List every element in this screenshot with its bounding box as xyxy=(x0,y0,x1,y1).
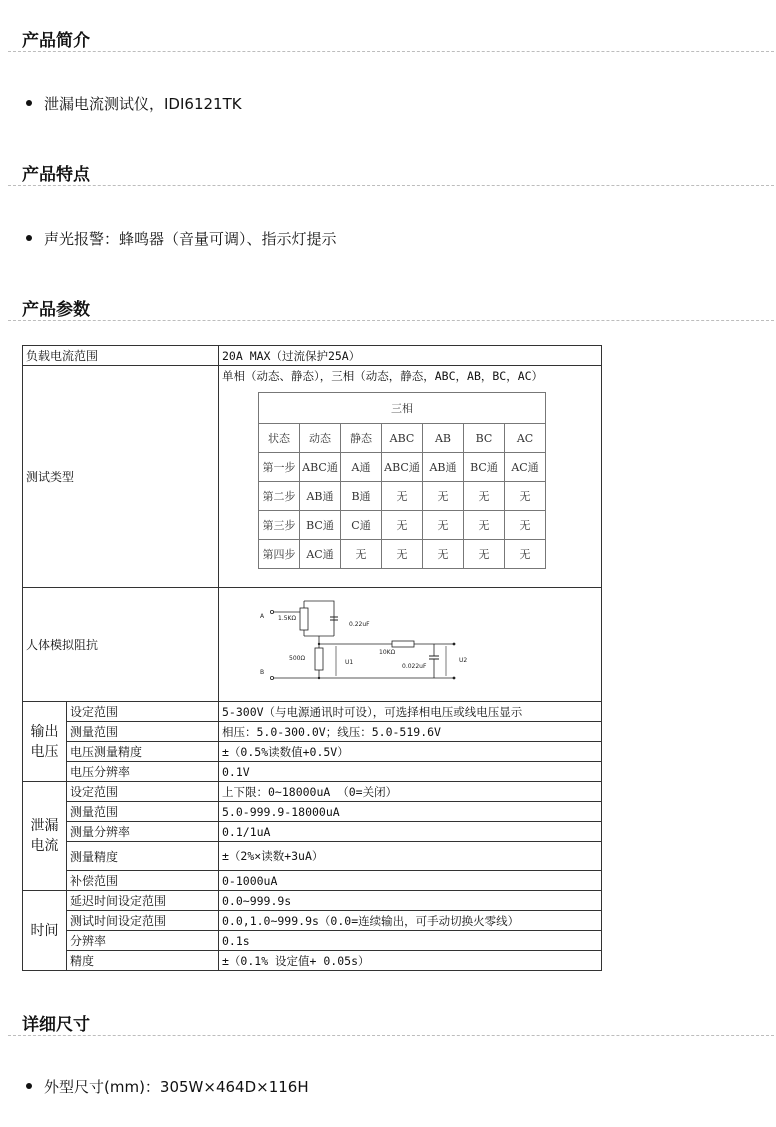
spec-label: 测试类型 xyxy=(23,366,219,588)
section-title-intro: 产品简介 xyxy=(22,31,90,51)
phase-cell: 无 xyxy=(505,511,546,540)
phase-header: BC xyxy=(464,424,505,453)
spec-value: 0.1V xyxy=(219,762,602,782)
resistor-r2 xyxy=(315,648,323,670)
phase-cell: 无 xyxy=(423,482,464,511)
spec-value: 0.1/1uA xyxy=(219,822,602,842)
spec-label: 精度 xyxy=(67,951,219,971)
spec-label: 测量分辨率 xyxy=(67,822,219,842)
phase-header: 动态 xyxy=(300,424,341,453)
phase-cell: 第二步 xyxy=(259,482,300,511)
spec-label: 测量范围 xyxy=(67,722,219,742)
spec-value: 上下限：0~18000uA （0=关闭） xyxy=(219,782,602,802)
phase-cell: AC通 xyxy=(300,540,341,569)
spec-table xyxy=(22,345,602,971)
phase-cell: 无 xyxy=(464,482,505,511)
size-bullet xyxy=(26,1076,309,1097)
spec-value: ±（0.5%读数值+0.5V） xyxy=(219,742,602,762)
spec-label: 负载电流范围 xyxy=(23,346,219,366)
spec-label: 测量范围 xyxy=(67,802,219,822)
spec-value: 0-1000uA xyxy=(219,871,602,891)
phase-cell: 无 xyxy=(423,540,464,569)
phase-header: ABC xyxy=(382,424,423,453)
phase-cell: 无 xyxy=(341,540,382,569)
phase-cell: AB通 xyxy=(300,482,341,511)
circuit-label-r1: 1.5KΩ xyxy=(278,614,297,622)
bullet-dot-icon xyxy=(26,100,32,106)
circuit-label-c1: 0.22uF xyxy=(349,620,370,628)
phase-cell: BC通 xyxy=(300,511,341,540)
test-type-cell xyxy=(219,366,602,588)
spec-label: 电压分辨率 xyxy=(67,762,219,782)
spec-label: 电压测量精度 xyxy=(67,742,219,762)
features-text: 声光报警：蜂鸣器（音量可调）、指示灯提示 xyxy=(44,230,337,248)
phase-cell: 无 xyxy=(464,540,505,569)
section-divider xyxy=(8,1035,774,1036)
spec-value: 0.1s xyxy=(219,931,602,951)
circuit-label-a: A xyxy=(260,612,265,620)
spec-label: 设定范围 xyxy=(67,782,219,802)
intro-bullet xyxy=(26,93,242,114)
spec-value: ±（2%×读数+3uA） xyxy=(219,842,602,871)
spec-value: 单相（动态、静态），三相（动态，静态，ABC，AB，BC，AC） xyxy=(222,369,544,383)
circuit-label-b: B xyxy=(260,668,265,676)
section-divider xyxy=(8,185,774,186)
spec-value: 0.0,1.0~999.9s（0.0=连续输出，可手动切换火零线） xyxy=(219,911,602,931)
section-title-size: 详细尺寸 xyxy=(22,1015,90,1035)
spec-label: 测试时间设定范围 xyxy=(67,911,219,931)
phase-cell: AB通 xyxy=(423,453,464,482)
phase-cell: A通 xyxy=(341,453,382,482)
spec-label: 测量精度 xyxy=(67,842,219,871)
phase-cell: AC通 xyxy=(505,453,546,482)
spec-value: 0.0~999.9s xyxy=(219,891,602,911)
size-text: 外型尺寸(mm)：305W×464D×116H xyxy=(44,1078,309,1096)
spec-value: 20A MAX（过流保护25A） xyxy=(219,346,602,366)
phase-cell: ABC通 xyxy=(382,453,423,482)
phase-cell: BC通 xyxy=(464,453,505,482)
circuit-cell xyxy=(219,588,602,702)
phase-header: 静态 xyxy=(341,424,382,453)
phase-cell: 第四步 xyxy=(259,540,300,569)
spec-value: 相压：5.0-300.0V；线压：5.0-519.6V xyxy=(219,722,602,742)
section-divider xyxy=(8,51,774,52)
phase-header: AB xyxy=(423,424,464,453)
spec-label: 人体模拟阻抗 xyxy=(23,588,219,702)
spec-value: ±（0.1% 设定值+ 0.05s） xyxy=(219,951,602,971)
phase-cell: 无 xyxy=(382,540,423,569)
phase-cell: 第一步 xyxy=(259,453,300,482)
section-title-features: 产品特点 xyxy=(22,165,90,185)
circuit-label-r3: 10KΩ xyxy=(379,648,396,656)
phase-cell: 无 xyxy=(382,511,423,540)
phase-cell: 无 xyxy=(464,511,505,540)
phase-header: 状态 xyxy=(259,424,300,453)
section-title-params: 产品参数 xyxy=(22,300,90,320)
resistor-r3 xyxy=(392,641,414,647)
phase-table-title: 三相 xyxy=(259,393,546,424)
phase-cell: 无 xyxy=(382,482,423,511)
impedance-circuit-diagram xyxy=(252,596,482,696)
spec-label: 延迟时间设定范围 xyxy=(67,891,219,911)
bullet-dot-icon xyxy=(26,1083,32,1089)
circuit-label-c2: 0.022uF xyxy=(402,662,427,670)
circuit-label-r2: 500Ω xyxy=(289,654,306,662)
phase-cell: 无 xyxy=(505,540,546,569)
phase-cell: 无 xyxy=(505,482,546,511)
features-bullet xyxy=(26,228,337,249)
bullet-dot-icon xyxy=(26,235,32,241)
phase-cell: B通 xyxy=(341,482,382,511)
circuit-label-u1: U1 xyxy=(345,658,354,666)
phase-cell: ABC通 xyxy=(300,453,341,482)
resistor-r1 xyxy=(300,608,308,630)
spec-label: 分辨率 xyxy=(67,931,219,951)
phase-cell: 第三步 xyxy=(259,511,300,540)
group-label-leakage: 泄漏电流 xyxy=(23,782,67,891)
phase-cell: 无 xyxy=(423,511,464,540)
section-divider xyxy=(8,320,774,321)
group-label-output-voltage: 输出电压 xyxy=(23,702,67,782)
spec-label: 补偿范围 xyxy=(67,871,219,891)
spec-value: 5.0-999.9-18000uA xyxy=(219,802,602,822)
spec-label: 设定范围 xyxy=(67,702,219,722)
spec-value: 5-300V（与电源通讯时可设），可选择相电压或线电压显示 xyxy=(219,702,602,722)
intro-text: 泄漏电流测试仪，IDI6121TK xyxy=(44,95,242,113)
group-label-time: 时间 xyxy=(23,891,67,971)
phase-cell: C通 xyxy=(341,511,382,540)
circuit-label-u2: U2 xyxy=(459,656,468,664)
phase-header: AC xyxy=(505,424,546,453)
phase-table xyxy=(258,392,546,569)
